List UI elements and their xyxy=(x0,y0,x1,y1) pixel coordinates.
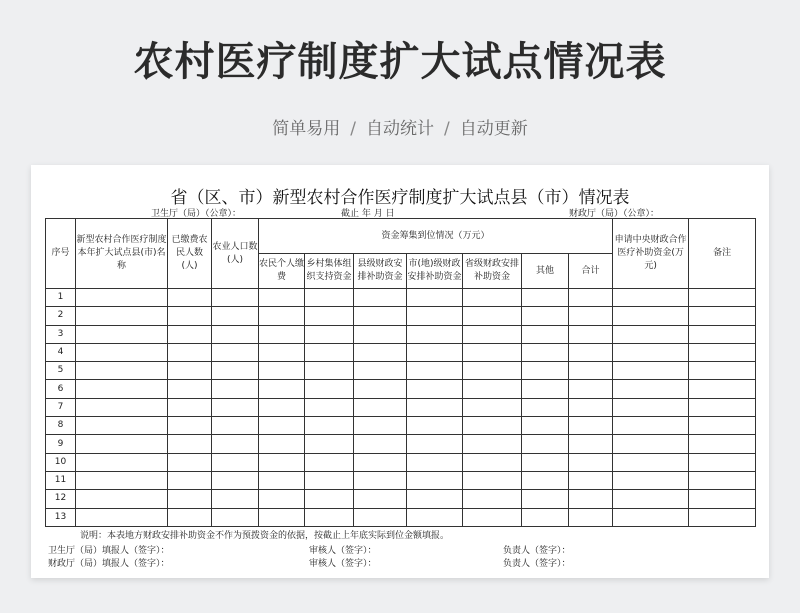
separator: / xyxy=(444,119,450,139)
table-cell[interactable] xyxy=(463,380,522,398)
health-filler: 卫生厅（局）填报人（签字）： xyxy=(48,546,170,556)
table-cell[interactable] xyxy=(407,307,463,325)
table-cell[interactable] xyxy=(168,362,212,380)
table-note: 说明：本表地方财政安排补助资金不作为预拨资金的依据，按截止上年底实际到位金额填报。 xyxy=(80,531,450,541)
table-row xyxy=(46,362,756,380)
table-cell[interactable] xyxy=(305,453,354,471)
table-cell[interactable] xyxy=(569,343,613,361)
table-row xyxy=(46,453,756,471)
table-cell[interactable] xyxy=(689,289,756,307)
row-number: 5 xyxy=(46,362,76,380)
table-cell[interactable] xyxy=(407,289,463,307)
pilot-table xyxy=(45,218,756,527)
table-cell[interactable] xyxy=(212,471,259,489)
table-cell[interactable] xyxy=(212,417,259,435)
table-cell[interactable] xyxy=(212,380,259,398)
table-cell[interactable] xyxy=(522,435,569,453)
col-county: 新型农村合作医疗制度本年扩大试点县(市)名称 xyxy=(76,219,168,289)
table-cell[interactable] xyxy=(305,508,354,526)
table-cell[interactable] xyxy=(168,435,212,453)
table-cell[interactable] xyxy=(689,417,756,435)
table-cell[interactable] xyxy=(305,471,354,489)
table-row xyxy=(46,417,756,435)
table-cell[interactable] xyxy=(613,435,689,453)
table-cell[interactable] xyxy=(689,471,756,489)
table-cell[interactable] xyxy=(354,435,407,453)
table-cell[interactable] xyxy=(613,289,689,307)
table-cell[interactable] xyxy=(168,325,212,343)
col-funds-group: 资金筹集到位情况（万元） xyxy=(259,219,613,254)
table-cell[interactable] xyxy=(168,398,212,416)
table-cell[interactable] xyxy=(522,417,569,435)
table-cell[interactable] xyxy=(463,343,522,361)
table-cell[interactable] xyxy=(168,508,212,526)
table-cell[interactable] xyxy=(569,325,613,343)
table-cell[interactable] xyxy=(212,325,259,343)
table-cell[interactable] xyxy=(168,453,212,471)
table-cell[interactable] xyxy=(305,380,354,398)
table-cell[interactable] xyxy=(569,453,613,471)
header-row xyxy=(46,219,756,254)
table-cell[interactable] xyxy=(168,380,212,398)
table-cell[interactable] xyxy=(689,435,756,453)
table-cell[interactable] xyxy=(689,343,756,361)
table-cell[interactable] xyxy=(305,490,354,508)
table-cell[interactable] xyxy=(259,343,305,361)
table-cell[interactable] xyxy=(305,435,354,453)
table-cell[interactable] xyxy=(522,453,569,471)
table-cell[interactable] xyxy=(212,508,259,526)
table-cell[interactable] xyxy=(689,307,756,325)
row-number: 13 xyxy=(46,508,76,526)
table-cell[interactable] xyxy=(259,362,305,380)
feature-auto-update: 自动更新 xyxy=(459,119,528,139)
finance-dept-seal: 财政厅（局）（公章）： xyxy=(569,209,660,219)
table-cell[interactable] xyxy=(569,362,613,380)
table-cell[interactable] xyxy=(522,380,569,398)
table-row xyxy=(46,380,756,398)
table-cell[interactable] xyxy=(407,490,463,508)
table-cell[interactable] xyxy=(569,398,613,416)
table-cell[interactable] xyxy=(613,362,689,380)
table-cell[interactable] xyxy=(168,307,212,325)
table-cell[interactable] xyxy=(407,508,463,526)
table-row xyxy=(46,289,756,307)
table-cell[interactable] xyxy=(522,307,569,325)
table-cell[interactable] xyxy=(168,289,212,307)
table-cell[interactable] xyxy=(463,417,522,435)
table-cell[interactable] xyxy=(407,380,463,398)
table-cell[interactable] xyxy=(259,508,305,526)
row-number: 8 xyxy=(46,417,76,435)
table-cell[interactable] xyxy=(259,417,305,435)
table-cell[interactable] xyxy=(569,490,613,508)
table-row xyxy=(46,490,756,508)
table-cell[interactable] xyxy=(569,435,613,453)
table-cell[interactable] xyxy=(569,417,613,435)
feature-auto-stat: 自动统计 xyxy=(366,119,434,139)
col-central: 申请中央财政合作医疗补助资金(万元) xyxy=(613,219,689,289)
page-title: 农村医疗制度扩大试点情况表 xyxy=(133,39,667,85)
table-cell[interactable] xyxy=(689,362,756,380)
table-cell[interactable] xyxy=(613,380,689,398)
table-cell[interactable] xyxy=(689,398,756,416)
table-cell[interactable] xyxy=(76,453,168,471)
table-cell[interactable] xyxy=(407,343,463,361)
row-number: 4 xyxy=(46,343,76,361)
table-cell[interactable] xyxy=(76,398,168,416)
table-cell[interactable] xyxy=(212,398,259,416)
table-cell[interactable] xyxy=(76,380,168,398)
table-cell[interactable] xyxy=(569,307,613,325)
table-cell[interactable] xyxy=(212,289,259,307)
table-cell[interactable] xyxy=(407,435,463,453)
table-cell[interactable] xyxy=(407,325,463,343)
table-cell[interactable] xyxy=(76,435,168,453)
col-county-fund: 县级财政安排补助资金 xyxy=(354,254,407,289)
table-cell[interactable] xyxy=(407,471,463,489)
finance-leader: 负责人（签字）： xyxy=(503,559,571,569)
document-sheet xyxy=(31,165,769,578)
table-cell[interactable] xyxy=(354,362,407,380)
finance-reviewer: 审核人（签字）： xyxy=(309,559,377,569)
table-cell[interactable] xyxy=(463,398,522,416)
feature-easy: 简单易用 xyxy=(272,119,341,139)
table-cell[interactable] xyxy=(76,508,168,526)
document-title: 省（区、市）新型农村合作医疗制度扩大试点县（市）情况表 xyxy=(170,188,630,208)
row-number: 1 xyxy=(46,289,76,307)
table-body xyxy=(46,289,756,527)
row-number: 11 xyxy=(46,471,76,489)
table-cell[interactable] xyxy=(212,490,259,508)
row-number: 6 xyxy=(46,380,76,398)
table-cell[interactable] xyxy=(613,343,689,361)
table-cell[interactable] xyxy=(613,453,689,471)
table-cell[interactable] xyxy=(407,362,463,380)
table-cell[interactable] xyxy=(305,362,354,380)
row-number: 7 xyxy=(46,398,76,416)
table-cell[interactable] xyxy=(76,417,168,435)
table-cell[interactable] xyxy=(76,307,168,325)
table-cell[interactable] xyxy=(168,417,212,435)
health-reviewer: 审核人（签字）： xyxy=(309,546,377,556)
table-cell[interactable] xyxy=(522,362,569,380)
table-row xyxy=(46,398,756,416)
table-cell[interactable] xyxy=(522,471,569,489)
table-cell[interactable] xyxy=(76,343,168,361)
table-row xyxy=(46,343,756,361)
table-cell[interactable] xyxy=(522,490,569,508)
table-cell[interactable] xyxy=(259,289,305,307)
col-agri: 农业人口数(人) xyxy=(212,219,259,289)
table-row xyxy=(46,508,756,526)
table-cell[interactable] xyxy=(522,289,569,307)
table-row xyxy=(46,471,756,489)
table-cell[interactable] xyxy=(354,307,407,325)
table-cell[interactable] xyxy=(689,508,756,526)
table-cell[interactable] xyxy=(305,307,354,325)
table-cell[interactable] xyxy=(613,471,689,489)
col-total: 合计 xyxy=(569,254,613,289)
table-cell[interactable] xyxy=(259,307,305,325)
table-cell[interactable] xyxy=(212,453,259,471)
table-cell[interactable] xyxy=(354,325,407,343)
table-cell[interactable] xyxy=(259,490,305,508)
table-cell[interactable] xyxy=(407,398,463,416)
table-cell[interactable] xyxy=(569,471,613,489)
separator: / xyxy=(350,119,356,139)
table-cell[interactable] xyxy=(354,508,407,526)
table-cell[interactable] xyxy=(689,453,756,471)
table-cell[interactable] xyxy=(522,398,569,416)
table-cell[interactable] xyxy=(305,343,354,361)
table-cell[interactable] xyxy=(76,471,168,489)
health-dept-seal: 卫生厅（局）（公章）： xyxy=(151,209,242,219)
table-cell[interactable] xyxy=(354,343,407,361)
table-cell[interactable] xyxy=(305,417,354,435)
health-leader: 负责人（签字）： xyxy=(503,546,571,556)
table-cell[interactable] xyxy=(259,435,305,453)
table-cell[interactable] xyxy=(463,362,522,380)
table-cell[interactable] xyxy=(76,289,168,307)
table-cell[interactable] xyxy=(463,289,522,307)
table-cell[interactable] xyxy=(212,307,259,325)
table-cell[interactable] xyxy=(613,417,689,435)
row-number: 3 xyxy=(46,325,76,343)
row-number: 10 xyxy=(46,453,76,471)
table-cell[interactable] xyxy=(168,471,212,489)
table-cell[interactable] xyxy=(463,325,522,343)
table-cell[interactable] xyxy=(463,508,522,526)
table-cell[interactable] xyxy=(212,343,259,361)
table-cell[interactable] xyxy=(305,398,354,416)
col-city-fund: 市(地)级财政安排补助资金 xyxy=(407,254,463,289)
table-cell[interactable] xyxy=(212,435,259,453)
table-cell[interactable] xyxy=(168,343,212,361)
table-cell[interactable] xyxy=(354,453,407,471)
table-cell[interactable] xyxy=(407,417,463,435)
table-cell[interactable] xyxy=(522,343,569,361)
table-cell[interactable] xyxy=(569,508,613,526)
table-cell[interactable] xyxy=(259,325,305,343)
table-cell[interactable] xyxy=(259,380,305,398)
feature-breadcrumb xyxy=(0,114,800,139)
table-cell[interactable] xyxy=(305,289,354,307)
table-cell[interactable] xyxy=(259,471,305,489)
table-row xyxy=(46,307,756,325)
table-cell[interactable] xyxy=(259,453,305,471)
table-cell[interactable] xyxy=(259,398,305,416)
table-cell[interactable] xyxy=(168,490,212,508)
table-cell[interactable] xyxy=(354,289,407,307)
table-cell[interactable] xyxy=(689,490,756,508)
table-cell[interactable] xyxy=(613,307,689,325)
table-cell[interactable] xyxy=(354,417,407,435)
row-number: 2 xyxy=(46,307,76,325)
col-farmer: 农民个人缴费 xyxy=(259,254,305,289)
table-cell[interactable] xyxy=(305,325,354,343)
table-row xyxy=(46,325,756,343)
table-cell[interactable] xyxy=(569,289,613,307)
table-cell[interactable] xyxy=(613,398,689,416)
table-cell[interactable] xyxy=(689,325,756,343)
col-seq: 序号 xyxy=(46,219,76,289)
table-cell[interactable] xyxy=(76,362,168,380)
table-cell[interactable] xyxy=(463,490,522,508)
table-cell[interactable] xyxy=(354,490,407,508)
table-cell[interactable] xyxy=(76,325,168,343)
table-cell[interactable] xyxy=(76,490,168,508)
table-cell[interactable] xyxy=(569,380,613,398)
col-village: 乡村集体组织支持资金 xyxy=(305,254,354,289)
table-cell[interactable] xyxy=(522,508,569,526)
table-cell[interactable] xyxy=(212,362,259,380)
table-cell[interactable] xyxy=(522,325,569,343)
table-cell[interactable] xyxy=(463,435,522,453)
table-cell[interactable] xyxy=(354,471,407,489)
col-other: 其他 xyxy=(522,254,569,289)
finance-filler: 财政厅（局）填报人（签字）： xyxy=(48,559,170,569)
table-cell[interactable] xyxy=(613,325,689,343)
table-cell[interactable] xyxy=(613,490,689,508)
table-row xyxy=(46,435,756,453)
col-province-fund: 省级财政安排补助资金 xyxy=(463,254,522,289)
col-remark: 备注 xyxy=(689,219,756,289)
table-cell[interactable] xyxy=(407,453,463,471)
row-number: 12 xyxy=(46,490,76,508)
table-cell[interactable] xyxy=(689,380,756,398)
cutoff-date: 截止 年 月 日 xyxy=(341,209,395,219)
table-cell[interactable] xyxy=(463,471,522,489)
table-cell[interactable] xyxy=(354,380,407,398)
row-number: 9 xyxy=(46,435,76,453)
table-cell[interactable] xyxy=(354,398,407,416)
table-cell[interactable] xyxy=(613,508,689,526)
col-paid: 已缴费农民人数(人) xyxy=(168,219,212,289)
table-cell[interactable] xyxy=(463,453,522,471)
table-cell[interactable] xyxy=(463,307,522,325)
